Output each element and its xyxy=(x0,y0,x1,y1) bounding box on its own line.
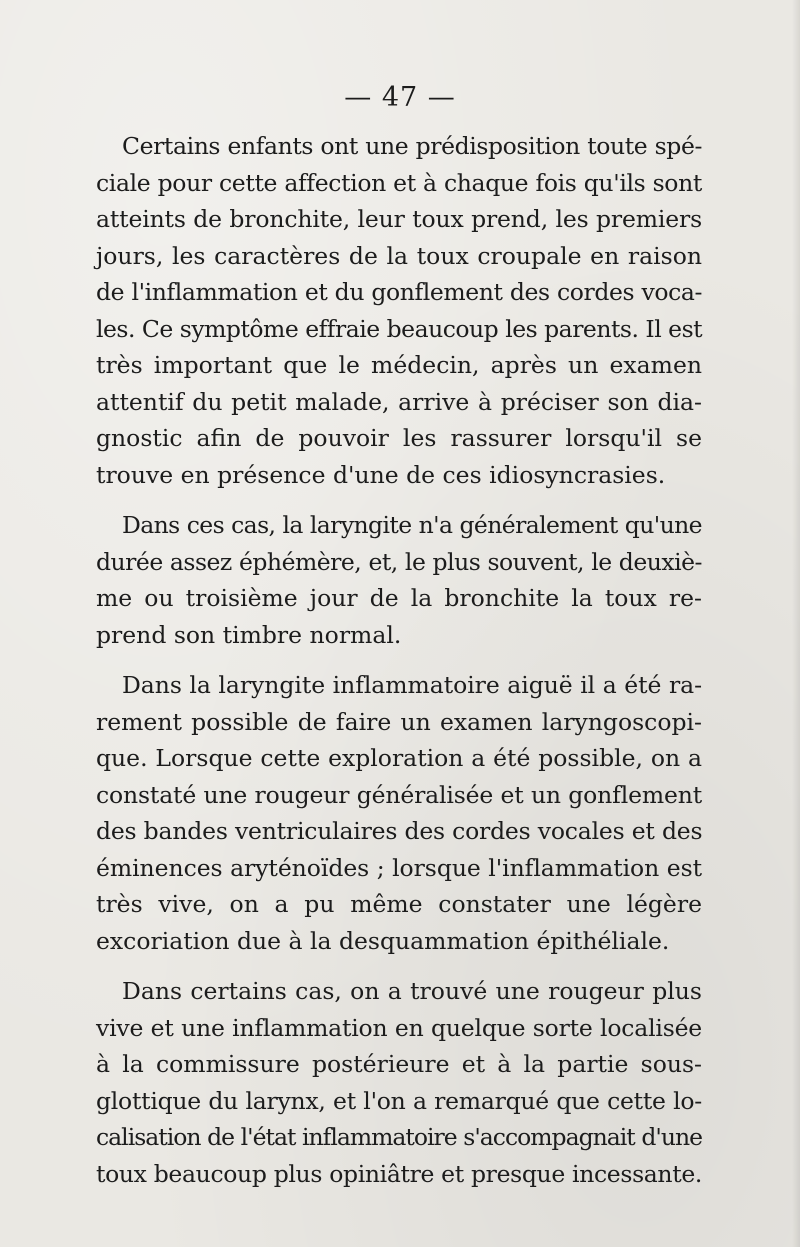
page-edge-shadow xyxy=(792,0,800,1247)
text-line: excoriation due à la desquammation épithéliale. xyxy=(96,926,670,955)
text-line: Dans ces cas, la laryngite n'a généralement qu'une xyxy=(122,511,702,539)
paragraph-4 xyxy=(70,973,702,1192)
text-line: jours, les caractères de la toux croupale en raison xyxy=(96,241,702,270)
text-line: prend son timbre normal. xyxy=(96,620,402,649)
text-line: gnostic afin de pouvoir les rassurer lorsqu'il se xyxy=(96,424,702,452)
text-line: éminences aryténoïdes ; lorsque l'inflammation est xyxy=(96,853,702,882)
text-line: que. Lorsque cette exploration a été possible, on a xyxy=(96,744,702,772)
text-line: trouve en présence d'une de ces idiosyncrasies. xyxy=(96,460,666,489)
paragraph-3 xyxy=(70,667,702,959)
text-line: très important que le médecin, après un examen xyxy=(96,351,702,379)
text-line: Dans certains cas, on a trouvé une rougeur plus xyxy=(122,977,702,1005)
page-number: — 47 — xyxy=(344,82,456,113)
text-line: rement possible de faire un examen laryngoscopi- xyxy=(96,707,702,736)
paragraph-2 xyxy=(70,507,702,653)
text-line: glottique du larynx, et l'on a remarqué que cette lo- xyxy=(96,1086,702,1115)
text-line: de l'inflammation et du gonflement des cordes voca- xyxy=(96,278,702,306)
text-line: toux beaucoup plus opiniâtre et presque incessante. xyxy=(96,1159,702,1188)
text-line: me ou troisième jour de la bronchite la toux re- xyxy=(96,584,702,612)
text-line: durée assez éphémère, et, le plus souvent, le deuxiè- xyxy=(96,547,702,576)
text-line: à la commissure postérieure et à la partie sous- xyxy=(96,1050,702,1078)
text-line: ciale pour cette affection et à chaque fois qu'ils sont xyxy=(96,168,702,197)
text-line: atteints de bronchite, leur toux prend, les premiers xyxy=(96,205,702,233)
text-line: Certains enfants ont une prédisposition toute spé- xyxy=(122,132,702,160)
text-line: des bandes ventriculaires des cordes vocales et des xyxy=(96,817,703,845)
text-line: Dans la laryngite inflammatoire aiguë il a été ra- xyxy=(122,671,702,699)
text-line: très vive, on a pu même constater une légère xyxy=(96,890,702,918)
body-text xyxy=(70,128,702,1206)
text-line: vive et une inflammation en quelque sorte localisée xyxy=(96,1013,702,1042)
text-line: les. Ce symptôme effraie beaucoup les parents. Il est xyxy=(96,314,703,343)
text-line: calisation de l'état inflammatoire s'accompagnait d'une xyxy=(96,1123,702,1151)
paragraph-1 xyxy=(70,128,702,493)
text-line: constaté une rougeur généralisée et un gonflement xyxy=(96,780,702,809)
text-line: attentif du petit malade, arrive à préciser son dia- xyxy=(96,387,702,416)
